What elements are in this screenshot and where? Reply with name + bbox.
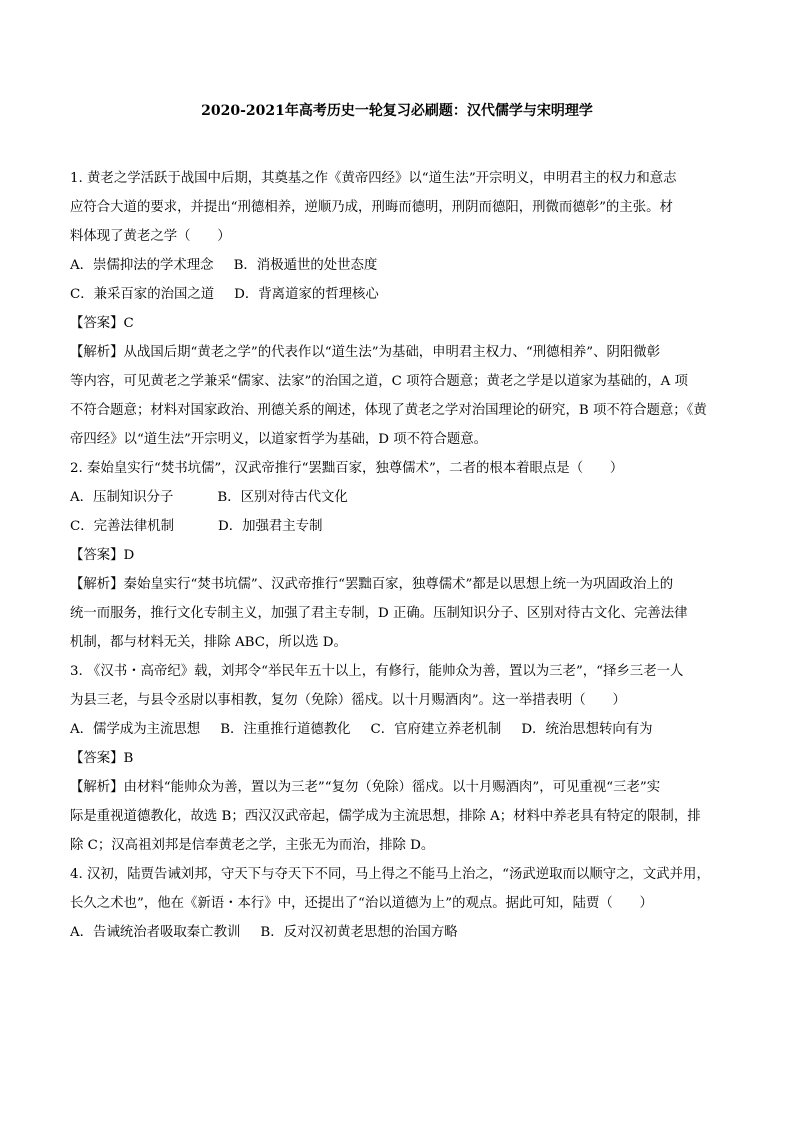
option-b: B．区别对待古代文化 — [217, 490, 348, 505]
option-d: D．加强君主专制 — [217, 519, 323, 534]
option-c: C．完善法律机制 — [70, 519, 174, 534]
question-3 — [70, 657, 701, 860]
question-stem-line: 1. 黄老之学活跃于战国中后期，其奠基之作《黄帝四经》以“道生法”开宗明义，申明君主的权力和意志 — [70, 171, 677, 186]
option-d: D．统治思想转向有为 — [521, 722, 653, 737]
question-4 — [70, 860, 710, 947]
question-stem-line: 应符合大道的要求，并提出“刑德相养，逆顺乃成，刑晦而德明，刑阴而德阳，刑微而德彰”的主张。材 — [70, 200, 673, 215]
question-2 — [70, 454, 698, 657]
option-b: B．消极遁世的处世态度 — [233, 258, 378, 273]
question-stem-line: 料体现了黄老之学（ ） — [70, 229, 231, 244]
option-row — [70, 512, 698, 541]
question-stem-line: 为县三老，与县令丞尉以事相教，复勿（免除）徭戍。以十月赐酒肉”。这一举措表明（ ） — [70, 693, 626, 708]
option-b: B．注重推行道德教化 — [220, 722, 351, 737]
option-row — [70, 918, 698, 947]
analysis-line: 不符合题意；材料对国家政治、刑德关系的阐述，体现了黄老之学对治国理论的研究，B 项不符合题意；《黄 — [70, 403, 707, 418]
answer: 【答案】B — [70, 751, 134, 766]
option-row — [70, 251, 698, 280]
question-stem-line: 3. 《汉书・高帝纪》载，刘邦令“举民年五十以上，有修行，能帅众为善，置以为三老”，“择乡三老一人 — [70, 664, 684, 679]
question-stem-line: 2. 秦始皇实行“焚书坑儒”，汉武帝推行“罢黜百家，独尊儒术”，二者的根本着眼点是（ ） — [70, 461, 624, 476]
analysis-line: 帝四经》以“道生法”开宗明义，以道家哲学为基础，D 项不符合题意。 — [70, 432, 488, 447]
option-c: C．兼采百家的治国之道 — [70, 287, 215, 302]
question-stem-line: 长久之术也”，他在《新语・本行》中，还提出了“治以道德为上”的观点。据此可知，陆贾（ ） — [70, 896, 653, 911]
option-a: A．压制知识分子 — [70, 490, 174, 505]
option-a: A．儒学成为主流思想 — [70, 722, 201, 737]
analysis-line: 【解析】从战国后期“黄老之学”的代表作以“道生法”为基础，申明君主权力、“刑德相养”、阴阳微彰 — [70, 345, 661, 360]
analysis-line: 等内容，可见黄老之学兼采“儒家、法家”的治国之道，C 项符合题意；黄老之学是以道家为基础的，A 项 — [70, 374, 688, 389]
analysis-line: 统一而服务，推行文化专制主义，加强了君主专制，D 正确。压制知识分子、区别对待古文化、完善法律 — [70, 606, 688, 621]
option-a: A．崇儒抑法的学术理念 — [70, 258, 214, 273]
question-stem-line: 4. 汉初，陆贾告诫刘邦，守天下与夺天下不同，马上得之不能马上治之，“汤武逆取而以顺守之，文武并用， — [70, 867, 710, 882]
option-row — [70, 715, 698, 744]
analysis-line: 机制，都与材料无关，排除 ABC，所以选 D。 — [70, 635, 347, 650]
option-c: C．官府建立养老机制 — [370, 722, 502, 737]
analysis-line: 际是重视道德教化，故选 B；西汉汉武帝起，儒学成为主流思想，排除 A；材料中养老具有特定的限制，排 — [70, 809, 701, 824]
answer: 【答案】D — [70, 548, 135, 563]
analysis-line: 【解析】由材料“能帅众为善，置以为三老”“复勿（免除）徭戍。以十月赐酒肉”，可见重视“三老”实 — [70, 780, 661, 795]
question-1 — [70, 164, 707, 454]
option-b: B．反对汉初黄老思想的治国方略 — [260, 925, 458, 940]
analysis-line: 除 C；汉高祖刘邦是信奉黄老之学，主张无为而治，排除 D。 — [70, 838, 435, 853]
analysis-line: 【解析】秦始皇实行“焚书坑儒”、汉武帝推行“罢黜百家，独尊儒术”都是以思想上统一为巩固政治上的 — [70, 577, 674, 592]
document-title: 2020-2021年高考历史一轮复习必刷题：汉代儒学与宋明理学 — [201, 103, 593, 119]
option-d: D．背离道家的哲理核心 — [234, 287, 379, 302]
answer: 【答案】C — [70, 316, 134, 331]
option-row — [70, 280, 698, 309]
option-row — [70, 483, 698, 512]
option-a: A．告诫统治者吸取秦亡教训 — [70, 925, 241, 940]
